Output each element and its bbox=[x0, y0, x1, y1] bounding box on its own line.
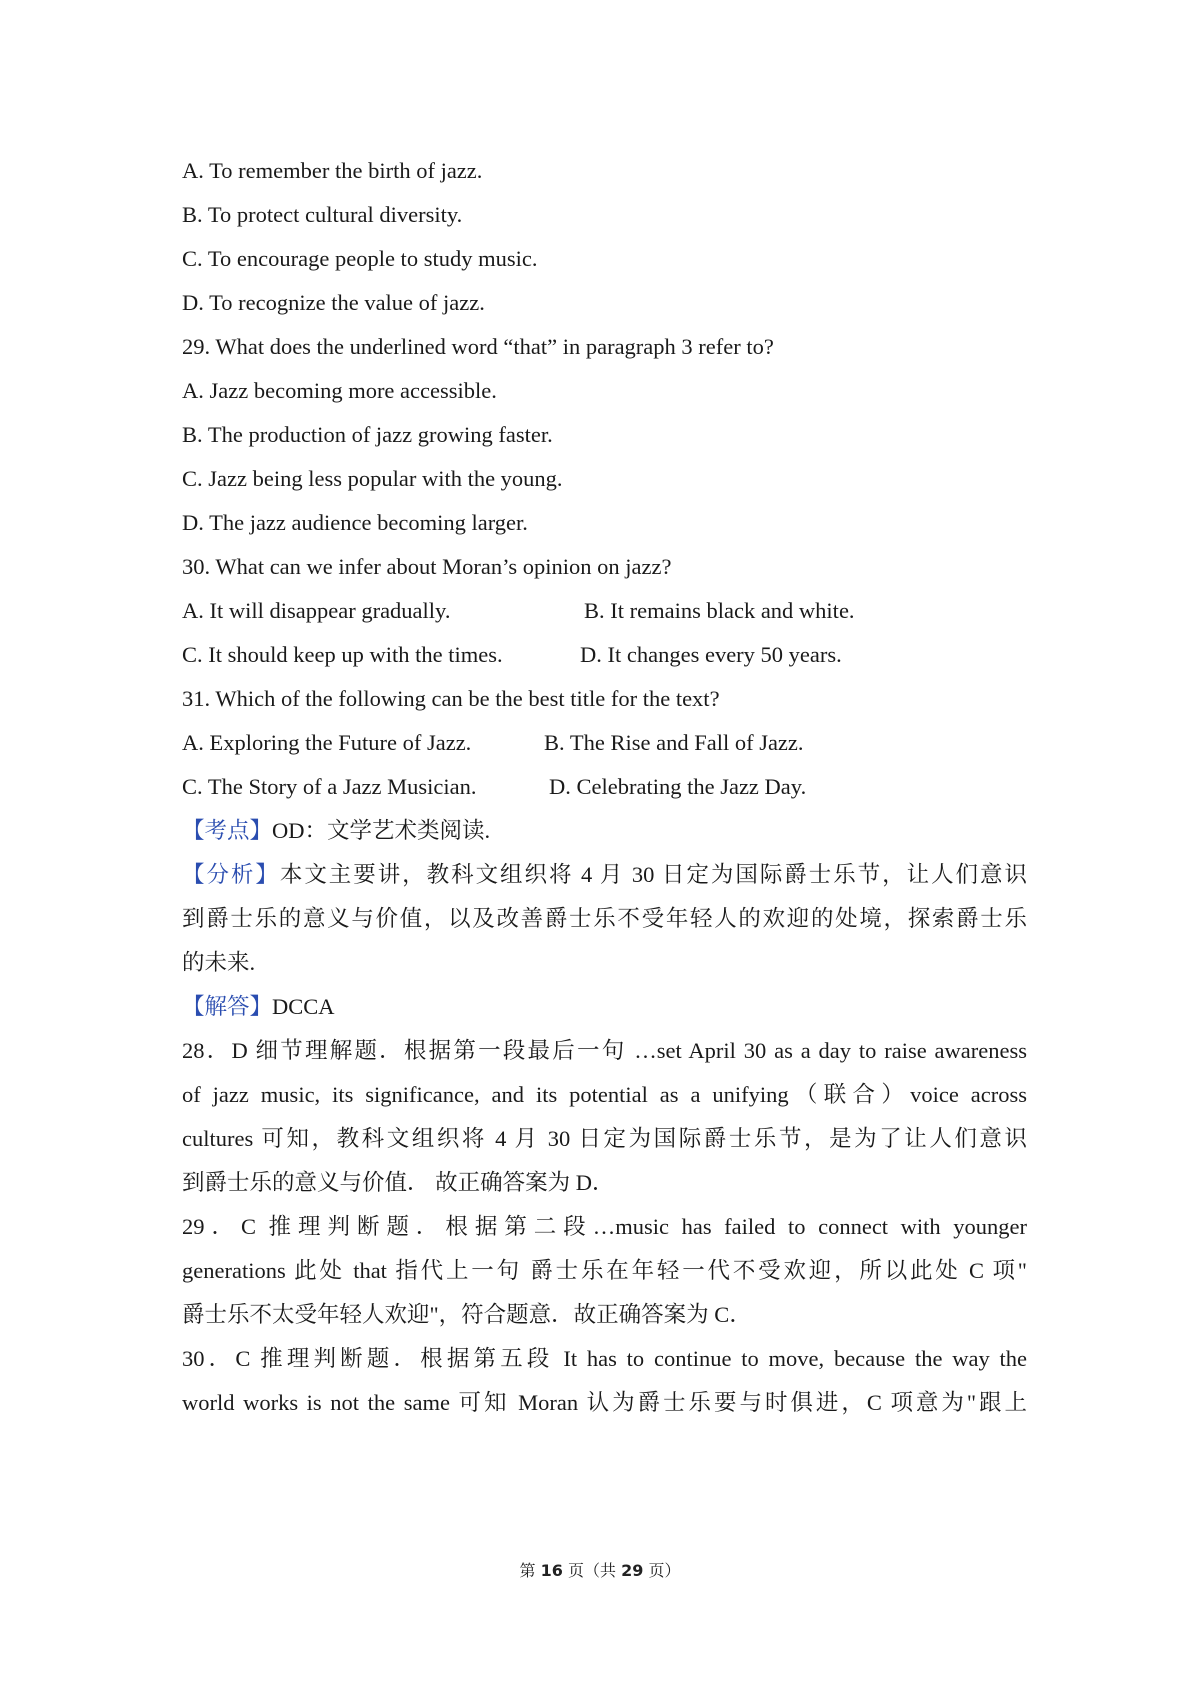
q30-question: 30. What can we infer about Moran’s opinion on jazz? bbox=[182, 554, 672, 579]
fenxi-line-2: 到爵士乐的意义与价值，以及改善爵士乐不受年轻人的欢迎的处境，探索爵士乐 bbox=[182, 906, 1027, 931]
explanation-line-3: cultures 可知，教科文组织将 4 月 30 日定为国际爵士乐节，是为了让人们意识 bbox=[182, 1126, 1027, 1151]
footer-middle: 页（共 bbox=[562, 1561, 622, 1580]
q29-option-b: B. The production of jazz growing faster. bbox=[182, 422, 553, 447]
q30-option-a: A. It will disappear gradually. bbox=[182, 598, 451, 623]
q30-option-c: C. It should keep up with the times. bbox=[182, 642, 503, 667]
q30-option-d: D. It changes every 50 years. bbox=[580, 642, 842, 667]
q28-option-c: C. To encourage people to study music. bbox=[182, 246, 538, 271]
fenxi-text-1: 本文主要讲，教科文组织将 4 月 30 日定为国际爵士乐节，让人们意识 bbox=[279, 862, 1027, 887]
fenxi-line-3: 的未来. bbox=[182, 950, 256, 975]
explanation-line-1: 28．D 细节理解题．根据第一段最后一句 …set April 30 as a day to raise awareness bbox=[182, 1038, 1027, 1063]
q31-options-row-2 bbox=[182, 772, 1027, 802]
q29-question: 29. What does the underlined word “that” in paragraph 3 refer to? bbox=[182, 334, 774, 359]
q28-option-d: D. To recognize the value of jazz. bbox=[182, 290, 485, 315]
footer-suffix: 页） bbox=[643, 1561, 681, 1580]
fenxi-tag: 【分析】 bbox=[182, 862, 280, 887]
explanation-line-4: 到爵士乐的意义与价值． 故正确答案为 D． bbox=[182, 1170, 615, 1195]
footer-total-pages: 29 bbox=[621, 1561, 644, 1580]
q30-options-row-1 bbox=[182, 596, 1027, 626]
footer-page-number: 16 bbox=[540, 1561, 563, 1580]
explanation-line-7: 爵士乐不太受年轻人欢迎"，符合题意．故正确答案为 C． bbox=[182, 1302, 752, 1327]
explanation-line-6: generations 此处 that 指代上一句 爵士乐在年轻一代不受欢迎，所以此处 C 项" bbox=[182, 1258, 1027, 1283]
jieda-tag: 【解答】 bbox=[182, 994, 273, 1019]
q31-option-a: A. Exploring the Future of Jazz. bbox=[182, 730, 472, 755]
fenxi-line-1 bbox=[182, 860, 1027, 890]
explanation-line-2: of jazz music, its significance, and its potential as a unifying（联合）voice across bbox=[182, 1082, 1027, 1107]
explanation-line-8: 30．C 推理判断题．根据第五段 It has to continue to move, because the way the bbox=[182, 1346, 1027, 1371]
kaodian-line bbox=[182, 816, 1027, 846]
q31-question: 31. Which of the following can be the best title for the text? bbox=[182, 686, 720, 711]
q31-option-d: D. Celebrating the Jazz Day. bbox=[549, 774, 807, 799]
explanation-line-9: world works is not the same 可知 Moran 认为爵士乐要与时俱进，C 项意为"跟上 bbox=[182, 1390, 1027, 1415]
q28-option-b: B. To protect cultural diversity. bbox=[182, 202, 463, 227]
footer-prefix: 第 bbox=[519, 1561, 541, 1580]
jieda-line bbox=[182, 992, 1027, 1022]
q29-option-c: C. Jazz being less popular with the young. bbox=[182, 466, 563, 491]
q28-option-a: A. To remember the birth of jazz. bbox=[182, 158, 483, 183]
q29-option-a: A. Jazz becoming more accessible. bbox=[182, 378, 497, 403]
q31-option-c: C. The Story of a Jazz Musician. bbox=[182, 774, 477, 799]
q30-options-row-2 bbox=[182, 640, 1027, 670]
kaodian-text: OD：文学艺术类阅读. bbox=[272, 818, 491, 843]
q29-option-d: D. The jazz audience becoming larger. bbox=[182, 510, 528, 535]
q31-option-b: B. The Rise and Fall of Jazz. bbox=[544, 730, 804, 755]
jieda-answer: DCCA bbox=[272, 994, 335, 1019]
explanation-line-5: 29．C 推理判断题．根据第二段…music has failed to connect with younger bbox=[182, 1214, 1027, 1239]
page-footer bbox=[0, 1558, 1200, 1581]
kaodian-tag: 【考点】 bbox=[182, 818, 273, 843]
q31-options-row-1 bbox=[182, 728, 1027, 758]
q30-option-b: B. It remains black and white. bbox=[584, 598, 855, 623]
